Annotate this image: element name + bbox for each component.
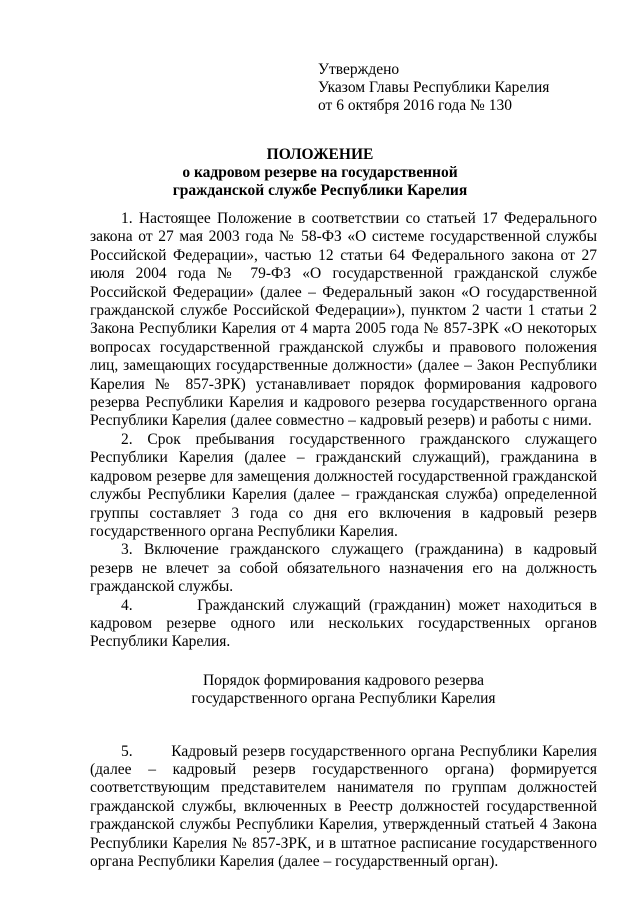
spacer (90, 729, 597, 743)
section-heading-line-1: Порядок формирования кадрового резерва (202, 671, 485, 689)
title-line-2: о кадровом резерве на государственной (182, 164, 458, 181)
paragraph-4: 4. Гражданский служащий (гражданин) может находиться в кадровом резерве одного или нескольких государственных органов Республики Карелия. (90, 596, 601, 651)
paragraph-1: 1. Настоящее Положение в соответствии со статьей 17 Федерального закона от 27 мая 2003 года № 58-ФЗ «О системе государственной службы Российской Федерации», частью 12 статьи 64 Федерального закона от 27 июля 2004 года № 79-ФЗ «О государственной гражданской службе Российской Федерации» (далее – Федеральный закон «О государственной гражданской службе Российской Федерации»), пунктом 2 части 1 статьи 2 Закона Республики Карелия от 4 марта 2005 года № 857-ЗРК «О некоторых вопросах государственной гражданской службы и правового положения лиц, замещающих государственные должности» (далее – Закон Республики Карелия № 857-ЗРК) устанавливает порядок формирования кадрового резерва Республики Карелия и кадрового резерва государственного органа Республики Карелия (далее совместно – кадровый резерв) и работы с ними. (90, 210, 597, 430)
paragraph-3: 3. Включение гражданского служащего (гражданина) в кадровый резерв не влечет за собой обязательного назначения его на должность гражданской службы. (90, 541, 597, 596)
approval-line-2: Указом Главы Республики Карелия (318, 79, 550, 96)
document-title (0, 146, 640, 200)
title-line-3: гражданской службе Республики Карелия (172, 182, 468, 199)
paragraph-5: 5. Кадровый резерв государственного органа Республики Карелия (далее – кадровый резерв государственного органа) формируется соответствующим представителем нанимателя по группам должностей гражданской службы, включенных в Реестр должностей государственной гражданской службы Республики Карелия, утвержденный статьей 4 Закона Республики Карелия № 857-ЗРК, и в штатное расписание государственного органа Республики Карелия (далее – государственный орган). (90, 742, 601, 870)
title-heading: ПОЛОЖЕНИЕ (266, 146, 374, 163)
paragraph-2: 2. Срок пребывания государственного гражданского служащего Республики Карелия (далее – гражданский служащий), гражданина в кадровом резерве для замещения должностей государственной гражданской службы Республики Карелия (далее – гражданская служба) определенной группы составляет 3 года со дня его включения в кадровый резерв государственного органа Республики Карелия. (90, 430, 597, 540)
approval-line-1: Утверждено (318, 61, 400, 78)
approval-line-3: от 6 октября 2016 года № 130 (318, 97, 512, 114)
approval-stamp (318, 61, 549, 115)
document-body (90, 210, 601, 871)
section-heading (90, 672, 597, 709)
section-heading-line-2: государственного органа Республики Карелия (191, 690, 496, 708)
